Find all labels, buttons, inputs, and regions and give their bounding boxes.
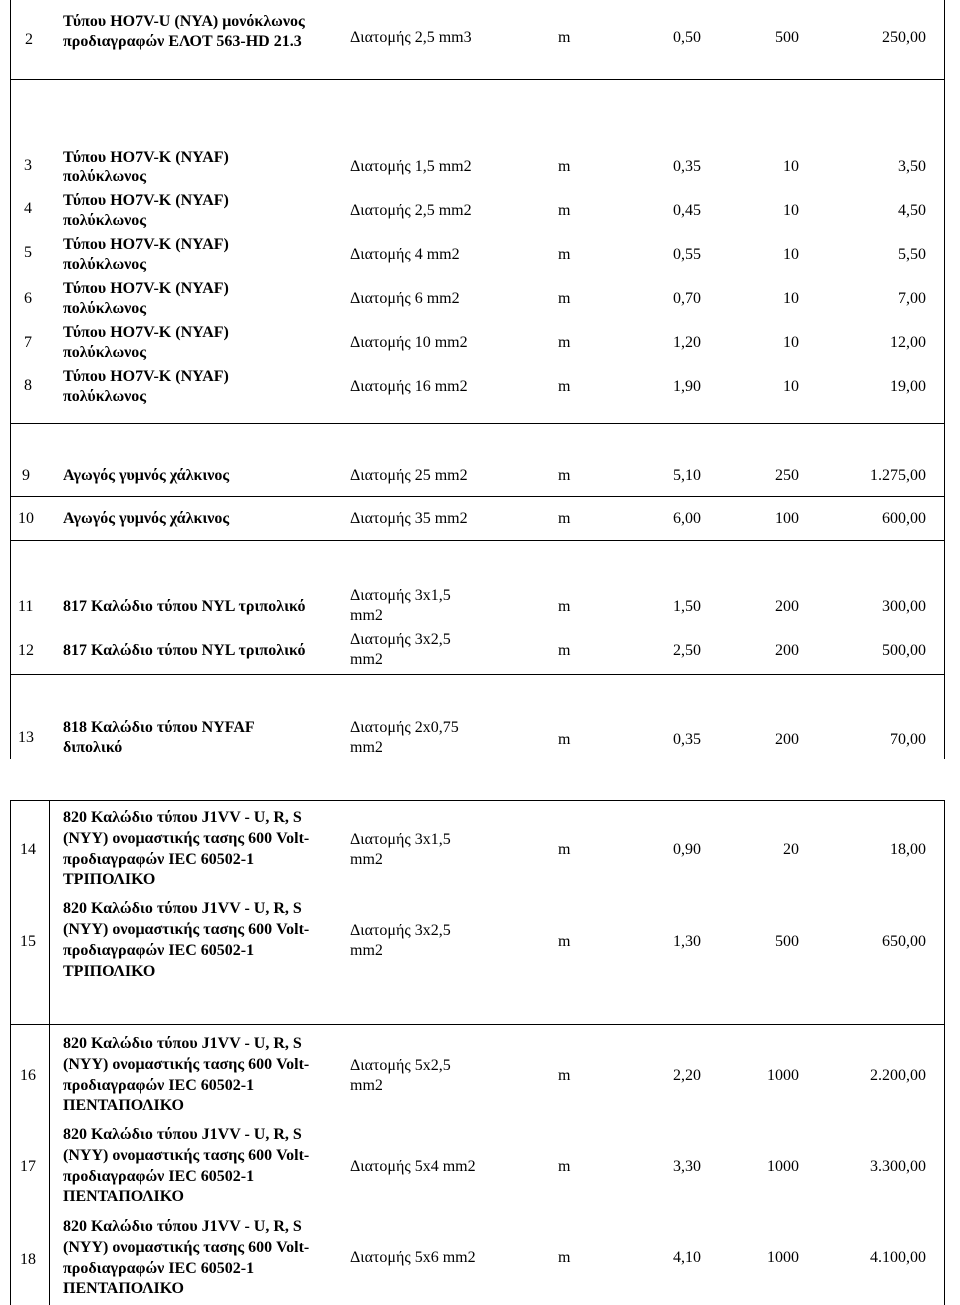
quantity: 200 [775,642,799,659]
quantity: 10 [783,202,799,219]
cross-section: Διατομής 6 mm2 [350,290,460,307]
cross-section-line2: mm2 [350,651,383,668]
unit: m [558,933,571,950]
unit-price: 6,00 [673,510,701,527]
item-description-line4: ΤΡΙΠΟΛΙΚΟ [63,963,156,980]
item-description-line2: (NYY) ονομαστικής τασης 600 Volt- [63,1239,310,1256]
line-total: 5,50 [898,246,926,263]
item-description-line2: (NYY) ονομαστικής τασης 600 Volt- [63,830,310,847]
line-total: 1.275,00 [870,467,926,484]
quantity: 10 [783,158,799,175]
table-block-2 [10,79,945,424]
unit: m [558,29,571,46]
table-block-5 [10,674,945,759]
line-total: 3.300,00 [870,1158,926,1175]
item-description-line2: πολύκλωνος [63,256,147,273]
unit: m [558,1249,571,1266]
cross-section-line1: Διατομής 2x0,75 [350,719,459,736]
item-description-line1: 817 Καλώδιο τύπου NYL τριπολικό [63,598,306,615]
unit-price: 2,20 [673,1067,701,1084]
unit: m [558,1158,571,1175]
item-description-line3: προδιαγραφών IEC 60502-1 [63,1260,255,1277]
table-block-1 [10,0,945,80]
item-description-line1: 820 Καλώδιο τύπου J1VV - U, R, S [63,809,302,826]
cross-section: Διατομής 5x4 mm2 [350,1158,476,1175]
unit: m [558,841,571,858]
table-block-3 [10,423,945,541]
line-total: 70,00 [890,731,926,748]
cross-section-line2: mm2 [350,739,383,756]
cross-section: Διατομής 5x6 mm2 [350,1249,476,1266]
unit-price: 0,50 [673,29,701,46]
cross-section: Διατομής 16 mm2 [350,378,468,395]
unit-price: 4,10 [673,1249,701,1266]
item-description-line2: πολύκλωνος [63,212,147,229]
cross-section-line2: mm2 [350,942,383,959]
row-number: 4 [24,200,32,217]
cross-section-line2: mm2 [350,851,383,868]
cross-section: Διατομής 10 mm2 [350,334,468,351]
item-description-line4: ΤΡΙΠΟΛΙΚΟ [63,871,156,888]
unit: m [558,598,571,615]
line-total: 7,00 [898,290,926,307]
item-description-line2: πολύκλωνος [63,300,147,317]
row-number: 8 [24,377,32,394]
cross-section: Διατομής 35 mm2 [350,510,468,527]
quantity: 1000 [767,1249,799,1266]
cross-section: Διατομής 4 mm2 [350,246,460,263]
item-description-line1: 820 Καλώδιο τύπου J1VV - U, R, S [63,1035,302,1052]
unit-price: 5,10 [673,467,701,484]
unit-price: 3,30 [673,1158,701,1175]
line-total: 650,00 [882,933,926,950]
cross-section-line1: Διατομής 5x2,5 [350,1057,451,1074]
item-description-line1: Αγωγός γυμνός χάλκινος [63,510,230,527]
cross-section-line1: Διατομής 3x1,5 [350,587,451,604]
item-description-line3: προδιαγραφών IEC 60502-1 [63,1077,255,1094]
item-description-line1: Τύπου HO7V-K (NYAF) [63,280,229,297]
cross-section: Διατομής 25 mm2 [350,467,468,484]
row-divider [11,496,944,497]
row-number: 7 [24,334,32,351]
item-description-line3: προδιαγραφών IEC 60502-1 [63,1168,255,1185]
line-total: 250,00 [882,29,926,46]
item-description-line1: 817 Καλώδιο τύπου NYL τριπολικό [63,642,306,659]
row-number: 6 [24,290,32,307]
row-number: 10 [18,510,34,527]
line-total: 4.100,00 [870,1249,926,1266]
cross-section-line2: mm2 [350,607,383,624]
unit: m [558,290,571,307]
quantity: 200 [775,731,799,748]
quantity: 250 [775,467,799,484]
unit-price: 1,20 [673,334,701,351]
unit-price: 0,35 [673,158,701,175]
unit: m [558,202,571,219]
item-description-line2: διπολικό [63,739,123,756]
line-total: 19,00 [890,378,926,395]
quantity: 500 [775,29,799,46]
unit: m [558,158,571,175]
item-description-line1: 818 Καλώδιο τύπου NYFAF [63,719,255,736]
line-total: 500,00 [882,642,926,659]
quantity: 10 [783,246,799,263]
line-total: 2.200,00 [870,1067,926,1084]
line-total: 3,50 [898,158,926,175]
quantity: 100 [775,510,799,527]
item-description-line1: 820 Καλώδιο τύπου J1VV - U, R, S [63,1126,302,1143]
unit-price: 2,50 [673,642,701,659]
item-description-line1: Τύπου HO7V-K (NYAF) [63,192,229,209]
item-description-line2: πολύκλωνος [63,344,147,361]
item-description-line2: (NYY) ονομαστικής τασης 600 Volt- [63,1147,310,1164]
row-number: 11 [18,598,34,615]
item-description-line2: (NYY) ονομαστικής τασης 600 Volt- [63,1056,310,1073]
cross-section-line1: Διατομής 3x1,5 [350,831,451,848]
row-number: 17 [20,1158,36,1175]
row-number: 18 [20,1251,36,1268]
unit-price: 0,35 [673,731,701,748]
unit-price: 0,70 [673,290,701,307]
column-divider [49,801,50,1024]
row-number: 16 [20,1067,36,1084]
quantity: 10 [783,378,799,395]
row-number: 2 [25,31,33,48]
unit: m [558,642,571,659]
item-description-line1: Τύπου HO7V-U (NYA) μονόκλωνος [63,13,305,30]
cross-section: Διατομής 2,5 mm2 [350,202,472,219]
cross-section-line2: mm2 [350,1077,383,1094]
line-total: 18,00 [890,841,926,858]
item-description-line4: ΠΕΝΤΑΠΟΛΙΚΟ [63,1188,184,1205]
item-description-line1: Τύπου HO7V-K (NYAF) [63,236,229,253]
table-block-6 [10,800,945,1025]
line-total: 4,50 [898,202,926,219]
table-block-4 [10,540,945,675]
item-description-line1: 820 Καλώδιο τύπου J1VV - U, R, S [63,900,302,917]
unit: m [558,1067,571,1084]
table-block-7 [10,1024,945,1305]
quantity: 200 [775,598,799,615]
quantity: 10 [783,334,799,351]
item-description-line4: ΠΕΝΤΑΠΟΛΙΚΟ [63,1097,184,1114]
cross-section-line1: Διατομής 3x2,5 [350,922,451,939]
row-number: 9 [22,467,30,484]
quantity: 1000 [767,1067,799,1084]
item-description-line1: Τύπου HO7V-K (NYAF) [63,149,229,166]
row-number: 14 [20,841,36,858]
row-number: 13 [18,729,34,746]
quantity: 20 [783,841,799,858]
item-description-line1: Τύπου HO7V-K (NYAF) [63,368,229,385]
unit: m [558,731,571,748]
unit-price: 1,50 [673,598,701,615]
unit-price: 1,90 [673,378,701,395]
row-number: 15 [20,933,36,950]
cross-section-line1: Διατομής 3x2,5 [350,631,451,648]
unit: m [558,334,571,351]
row-number: 5 [24,244,32,261]
row-number: 12 [18,642,34,659]
unit: m [558,510,571,527]
cross-section: Διατομής 1,5 mm2 [350,158,472,175]
unit-price: 1,30 [673,933,701,950]
line-total: 12,00 [890,334,926,351]
quantity: 10 [783,290,799,307]
line-total: 300,00 [882,598,926,615]
item-description-line1: Αγωγός γυμνός χάλκινος [63,467,230,484]
column-divider [49,1025,50,1305]
item-description-line1: 820 Καλώδιο τύπου J1VV - U, R, S [63,1218,302,1235]
quantity: 1000 [767,1158,799,1175]
item-description-line2: πολύκλωνος [63,388,147,405]
item-description-line3: προδιαγραφών IEC 60502-1 [63,942,255,959]
unit: m [558,378,571,395]
item-description-line2: προδιαγραφών ΕΛΟΤ 563-HD 21.3 [63,33,302,50]
item-description-line1: Τύπου HO7V-K (NYAF) [63,324,229,341]
unit: m [558,246,571,263]
unit-price: 0,45 [673,202,701,219]
cross-section: Διατομής 2,5 mm3 [350,29,472,46]
quantity: 500 [775,933,799,950]
item-description-line3: προδιαγραφών IEC 60502-1 [63,851,255,868]
line-total: 600,00 [882,510,926,527]
item-description-line2: πολύκλωνος [63,168,147,185]
unit: m [558,467,571,484]
item-description-line4: ΠΕΝΤΑΠΟΛΙΚΟ [63,1280,184,1297]
item-description-line2: (NYY) ονομαστικής τασης 600 Volt- [63,921,310,938]
unit-price: 0,55 [673,246,701,263]
row-number: 3 [24,157,32,174]
unit-price: 0,90 [673,841,701,858]
